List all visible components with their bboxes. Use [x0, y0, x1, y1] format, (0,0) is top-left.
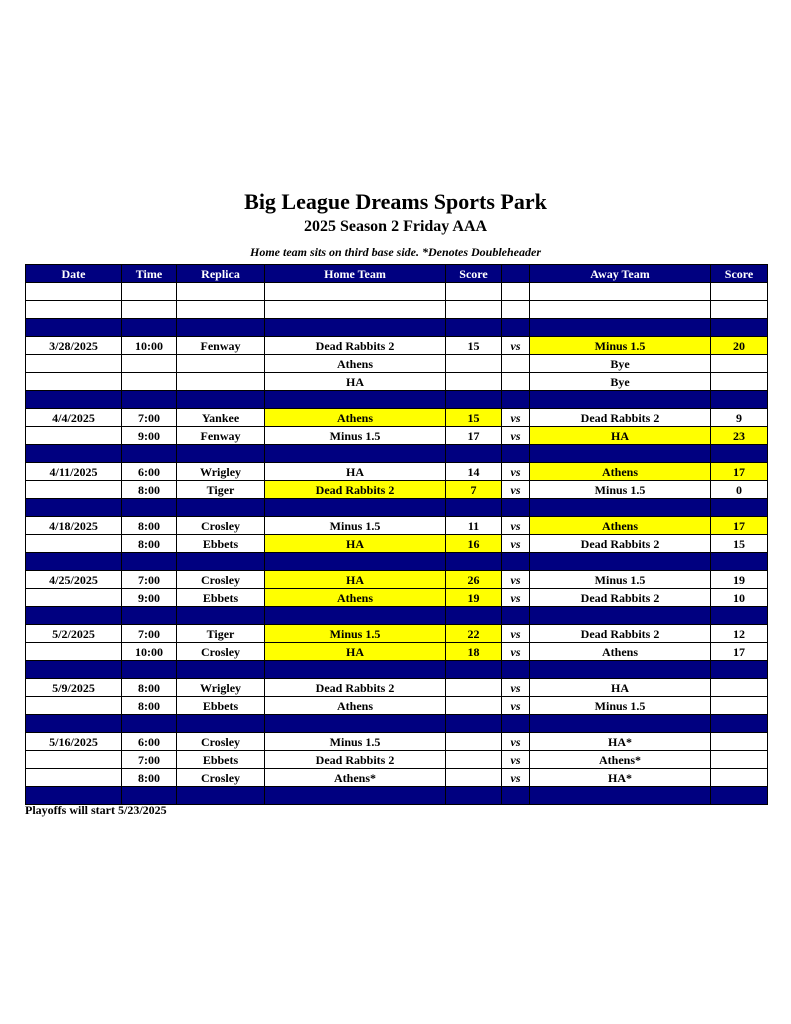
separator-cell: [530, 499, 711, 517]
away-team-cell: Athens: [530, 463, 711, 481]
date-cell: 3/28/2025: [26, 337, 122, 355]
home-score-cell: 26: [446, 571, 502, 589]
time-cell: 7:00: [122, 571, 177, 589]
header-row: [26, 265, 768, 283]
replica-cell: Crosley: [177, 733, 265, 751]
blank-cell: [177, 301, 265, 319]
vs-cell: vs: [502, 733, 530, 751]
blank-cell: [265, 301, 446, 319]
separator-cell: [711, 319, 768, 337]
separator-row: [26, 553, 768, 571]
replica-cell: Wrigley: [177, 463, 265, 481]
separator-cell: [711, 553, 768, 571]
time-cell: 6:00: [122, 463, 177, 481]
away-score-cell: 20: [711, 337, 768, 355]
vs-cell: [502, 373, 530, 391]
separator-cell: [530, 391, 711, 409]
home-score-cell: 16: [446, 535, 502, 553]
separator-cell: [446, 661, 502, 679]
away-score-cell: 23: [711, 427, 768, 445]
time-cell: 8:00: [122, 517, 177, 535]
page-subtitle: 2025 Season 2 Friday AAA: [303, 218, 488, 235]
away-team-cell: Athens*: [530, 751, 711, 769]
home-team-cell: HA: [265, 535, 446, 553]
home-team-cell: HA: [265, 643, 446, 661]
replica-cell: Crosley: [177, 571, 265, 589]
separator-cell: [26, 319, 122, 337]
away-team-cell: HA: [530, 427, 711, 445]
separator-cell: [265, 553, 446, 571]
date-cell: [26, 697, 122, 715]
separator-cell: [711, 391, 768, 409]
replica-cell: [177, 373, 265, 391]
away-score-cell: [711, 697, 768, 715]
game-row: [26, 373, 768, 391]
replica-cell: Tiger: [177, 481, 265, 499]
blank-cell: [26, 301, 122, 319]
blank-cell: [177, 283, 265, 301]
separator-cell: [122, 715, 177, 733]
away-score-cell: 10: [711, 589, 768, 607]
separator-cell: [26, 499, 122, 517]
separator-cell: [711, 445, 768, 463]
header-time: Time: [122, 265, 177, 283]
separator-cell: [502, 661, 530, 679]
game-row: [26, 355, 768, 373]
separator-cell: [177, 499, 265, 517]
away-score-cell: 12: [711, 625, 768, 643]
separator-cell: [177, 391, 265, 409]
home-score-cell: [446, 697, 502, 715]
away-score-cell: [711, 733, 768, 751]
game-row: [26, 535, 768, 553]
separator-cell: [265, 445, 446, 463]
separator-cell: [446, 319, 502, 337]
blank-cell: [530, 301, 711, 319]
header-date: Date: [26, 265, 122, 283]
date-cell: 5/2/2025: [26, 625, 122, 643]
vs-cell: vs: [502, 337, 530, 355]
separator-cell: [26, 445, 122, 463]
separator-cell: [502, 715, 530, 733]
blank-row: [26, 301, 768, 319]
time-cell: 7:00: [122, 409, 177, 427]
schedule-table: [25, 264, 768, 805]
blank-cell: [26, 283, 122, 301]
date-cell: 4/18/2025: [26, 517, 122, 535]
game-row: [26, 481, 768, 499]
replica-cell: [177, 355, 265, 373]
replica-cell: Crosley: [177, 517, 265, 535]
replica-cell: Ebbets: [177, 697, 265, 715]
vs-cell: vs: [502, 751, 530, 769]
playoffs-note: Playoffs will start 5/23/2025: [25, 803, 167, 817]
separator-row: [26, 715, 768, 733]
replica-cell: Ebbets: [177, 589, 265, 607]
separator-cell: [711, 715, 768, 733]
separator-cell: [26, 715, 122, 733]
time-cell: 6:00: [122, 733, 177, 751]
separator-cell: [530, 715, 711, 733]
home-score-cell: 11: [446, 517, 502, 535]
home-team-cell: Minus 1.5: [265, 427, 446, 445]
game-row: [26, 625, 768, 643]
separator-cell: [502, 499, 530, 517]
home-team-cell: Dead Rabbits 2: [265, 337, 446, 355]
replica-cell: Crosley: [177, 769, 265, 787]
header-away-team: Away Team: [530, 265, 711, 283]
vs-cell: vs: [502, 409, 530, 427]
vs-cell: vs: [502, 643, 530, 661]
vs-cell: vs: [502, 589, 530, 607]
separator-cell: [502, 391, 530, 409]
replica-cell: Tiger: [177, 625, 265, 643]
time-cell: 9:00: [122, 427, 177, 445]
separator-cell: [446, 553, 502, 571]
separator-cell: [530, 661, 711, 679]
game-row: [26, 751, 768, 769]
separator-cell: [122, 661, 177, 679]
home-team-cell: Minus 1.5: [265, 517, 446, 535]
date-cell: 4/4/2025: [26, 409, 122, 427]
separator-cell: [446, 445, 502, 463]
replica-cell: Ebbets: [177, 751, 265, 769]
vs-cell: vs: [502, 625, 530, 643]
home-score-cell: 14: [446, 463, 502, 481]
separator-cell: [530, 553, 711, 571]
time-cell: 8:00: [122, 679, 177, 697]
home-score-cell: [446, 355, 502, 373]
home-team-cell: HA: [265, 571, 446, 589]
replica-cell: Wrigley: [177, 679, 265, 697]
game-row: [26, 697, 768, 715]
away-team-cell: Bye: [530, 355, 711, 373]
time-cell: 8:00: [122, 769, 177, 787]
separator-cell: [122, 787, 177, 805]
home-score-cell: 15: [446, 409, 502, 427]
away-team-cell: Dead Rabbits 2: [530, 589, 711, 607]
vs-cell: vs: [502, 697, 530, 715]
home-score-cell: 18: [446, 643, 502, 661]
away-team-cell: Dead Rabbits 2: [530, 409, 711, 427]
page-title: Big League Dreams Sports Park: [244, 189, 547, 214]
home-team-cell: Athens: [265, 409, 446, 427]
blank-cell: [446, 283, 502, 301]
replica-cell: Ebbets: [177, 535, 265, 553]
home-score-cell: 15: [446, 337, 502, 355]
blank-cell: [265, 283, 446, 301]
away-score-cell: 17: [711, 463, 768, 481]
header-home-team: Home Team: [265, 265, 446, 283]
separator-cell: [177, 607, 265, 625]
separator-cell: [502, 319, 530, 337]
replica-cell: Crosley: [177, 643, 265, 661]
game-row: [26, 589, 768, 607]
away-team-cell: HA*: [530, 733, 711, 751]
separator-cell: [711, 661, 768, 679]
home-team-cell: HA: [265, 373, 446, 391]
separator-cell: [26, 391, 122, 409]
away-team-cell: HA: [530, 679, 711, 697]
home-score-cell: 17: [446, 427, 502, 445]
vs-cell: vs: [502, 481, 530, 499]
vs-cell: vs: [502, 535, 530, 553]
home-team-cell: Dead Rabbits 2: [265, 679, 446, 697]
away-score-cell: [711, 355, 768, 373]
time-cell: [122, 373, 177, 391]
separator-cell: [265, 661, 446, 679]
game-row: [26, 517, 768, 535]
away-team-cell: Athens: [530, 643, 711, 661]
time-cell: 7:00: [122, 751, 177, 769]
home-score-cell: [446, 733, 502, 751]
vs-cell: [502, 355, 530, 373]
vs-cell: vs: [502, 427, 530, 445]
date-cell: [26, 643, 122, 661]
separator-cell: [265, 607, 446, 625]
separator-row: [26, 445, 768, 463]
game-row: [26, 643, 768, 661]
separator-cell: [530, 445, 711, 463]
away-team-cell: Minus 1.5: [530, 481, 711, 499]
time-cell: 7:00: [122, 625, 177, 643]
schedule-body: [26, 283, 768, 805]
separator-cell: [446, 499, 502, 517]
replica-cell: Yankee: [177, 409, 265, 427]
separator-cell: [446, 391, 502, 409]
home-team-cell: Dead Rabbits 2: [265, 481, 446, 499]
separator-cell: [177, 661, 265, 679]
date-cell: 5/9/2025: [26, 679, 122, 697]
vs-cell: vs: [502, 571, 530, 589]
separator-cell: [502, 787, 530, 805]
away-score-cell: [711, 373, 768, 391]
separator-cell: [265, 319, 446, 337]
separator-cell: [122, 319, 177, 337]
game-row: [26, 679, 768, 697]
away-team-cell: Dead Rabbits 2: [530, 625, 711, 643]
time-cell: 8:00: [122, 535, 177, 553]
game-row: [26, 409, 768, 427]
separator-cell: [265, 391, 446, 409]
blank-cell: [122, 283, 177, 301]
time-cell: 10:00: [122, 337, 177, 355]
home-score-cell: [446, 373, 502, 391]
header-away-score: Score: [711, 265, 768, 283]
blank-row: [26, 283, 768, 301]
home-team-cell: Athens: [265, 589, 446, 607]
away-team-cell: Athens: [530, 517, 711, 535]
home-team-cell: HA: [265, 463, 446, 481]
separator-cell: [446, 787, 502, 805]
home-score-cell: 7: [446, 481, 502, 499]
separator-cell: [122, 553, 177, 571]
away-score-cell: 0: [711, 481, 768, 499]
game-row: [26, 427, 768, 445]
separator-cell: [122, 499, 177, 517]
separator-cell: [711, 607, 768, 625]
date-cell: 4/11/2025: [26, 463, 122, 481]
time-cell: 8:00: [122, 481, 177, 499]
separator-cell: [446, 607, 502, 625]
time-cell: [122, 355, 177, 373]
separator-cell: [711, 787, 768, 805]
separator-cell: [122, 445, 177, 463]
date-cell: [26, 427, 122, 445]
home-score-cell: [446, 751, 502, 769]
away-score-cell: [711, 769, 768, 787]
separator-cell: [26, 607, 122, 625]
time-cell: 8:00: [122, 697, 177, 715]
away-score-cell: 9: [711, 409, 768, 427]
separator-cell: [26, 661, 122, 679]
separator-cell: [177, 787, 265, 805]
separator-cell: [265, 715, 446, 733]
game-row: [26, 733, 768, 751]
away-score-cell: [711, 679, 768, 697]
date-cell: 5/16/2025: [26, 733, 122, 751]
separator-row: [26, 499, 768, 517]
blank-cell: [446, 301, 502, 319]
away-score-cell: 19: [711, 571, 768, 589]
vs-cell: vs: [502, 679, 530, 697]
blank-cell: [711, 283, 768, 301]
separator-cell: [446, 715, 502, 733]
home-score-cell: 22: [446, 625, 502, 643]
separator-cell: [26, 553, 122, 571]
date-cell: [26, 769, 122, 787]
separator-cell: [530, 607, 711, 625]
separator-cell: [530, 319, 711, 337]
date-cell: [26, 373, 122, 391]
home-team-cell: Athens: [265, 355, 446, 373]
away-team-cell: HA*: [530, 769, 711, 787]
date-cell: [26, 589, 122, 607]
blank-cell: [122, 301, 177, 319]
separator-cell: [122, 391, 177, 409]
blank-cell: [711, 301, 768, 319]
away-team-cell: Minus 1.5: [530, 571, 711, 589]
separator-cell: [26, 787, 122, 805]
home-team-cell: Athens*: [265, 769, 446, 787]
away-score-cell: 15: [711, 535, 768, 553]
separator-cell: [530, 787, 711, 805]
separator-cell: [177, 445, 265, 463]
separator-cell: [177, 319, 265, 337]
vs-cell: vs: [502, 517, 530, 535]
date-cell: [26, 751, 122, 769]
game-row: [26, 337, 768, 355]
away-team-cell: Bye: [530, 373, 711, 391]
away-team-cell: Dead Rabbits 2: [530, 535, 711, 553]
home-team-cell: Minus 1.5: [265, 625, 446, 643]
home-score-cell: [446, 769, 502, 787]
separator-row: [26, 319, 768, 337]
separator-cell: [502, 553, 530, 571]
away-score-cell: [711, 751, 768, 769]
game-row: [26, 463, 768, 481]
separator-cell: [265, 787, 446, 805]
date-cell: [26, 535, 122, 553]
header-home-score: Score: [446, 265, 502, 283]
time-cell: 9:00: [122, 589, 177, 607]
date-cell: 4/25/2025: [26, 571, 122, 589]
vs-cell: vs: [502, 463, 530, 481]
replica-cell: Fenway: [177, 337, 265, 355]
separator-cell: [177, 715, 265, 733]
time-cell: 10:00: [122, 643, 177, 661]
away-score-cell: 17: [711, 643, 768, 661]
game-row: [26, 769, 768, 787]
vs-cell: vs: [502, 769, 530, 787]
separator-cell: [265, 499, 446, 517]
date-cell: [26, 481, 122, 499]
separator-row: [26, 607, 768, 625]
home-score-cell: 19: [446, 589, 502, 607]
replica-cell: Fenway: [177, 427, 265, 445]
home-score-cell: [446, 679, 502, 697]
separator-cell: [502, 607, 530, 625]
separator-row: [26, 787, 768, 805]
separator-row: [26, 661, 768, 679]
away-score-cell: 17: [711, 517, 768, 535]
separator-cell: [711, 499, 768, 517]
home-team-cell: Minus 1.5: [265, 733, 446, 751]
separator-cell: [122, 607, 177, 625]
home-team-cell: Athens: [265, 697, 446, 715]
separator-row: [26, 391, 768, 409]
home-team-cell: Dead Rabbits 2: [265, 751, 446, 769]
game-row: [26, 571, 768, 589]
blank-cell: [502, 301, 530, 319]
separator-cell: [177, 553, 265, 571]
date-cell: [26, 355, 122, 373]
header-replica: Replica: [177, 265, 265, 283]
blank-cell: [502, 283, 530, 301]
separator-cell: [502, 445, 530, 463]
away-team-cell: Minus 1.5: [530, 337, 711, 355]
header-vs: [502, 265, 530, 283]
blank-cell: [530, 283, 711, 301]
away-team-cell: Minus 1.5: [530, 697, 711, 715]
schedule-note: Home team sits on third base side. *Denotes Doubleheader: [250, 245, 541, 259]
